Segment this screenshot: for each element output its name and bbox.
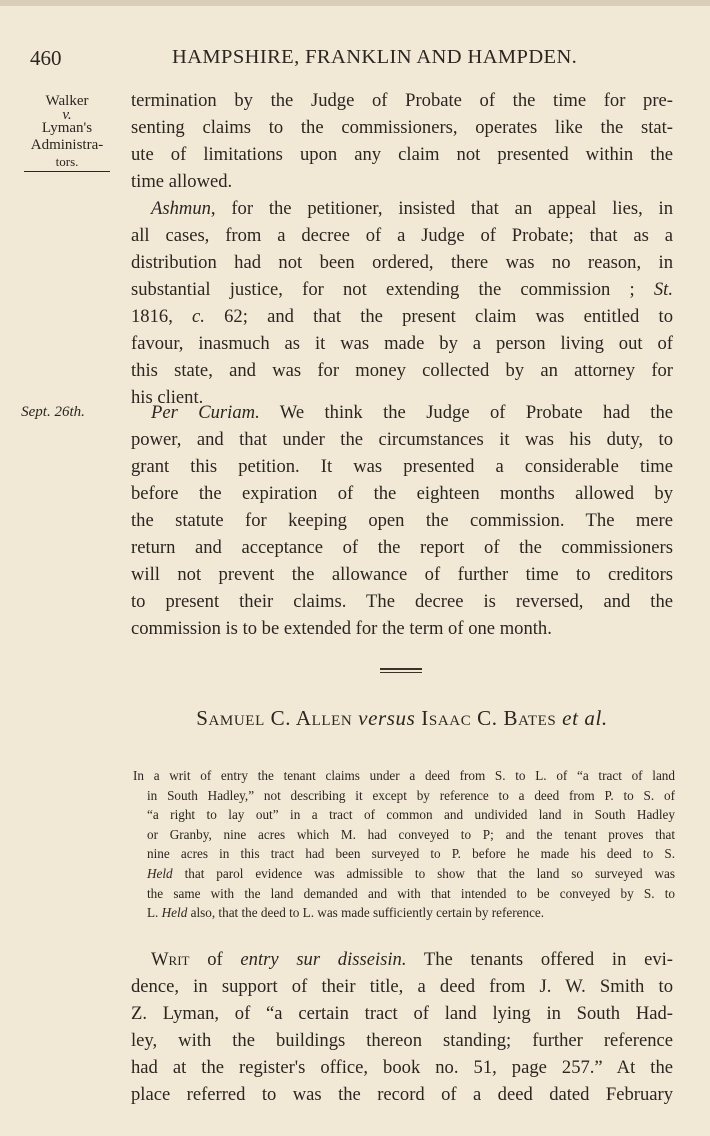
text-segment: power, and that under the circumstances it was his duty, to	[131, 429, 673, 450]
text-line	[131, 534, 673, 561]
text-segment: place referred to was the record of a deed dated February	[131, 1084, 673, 1105]
text-line	[131, 1054, 673, 1081]
text-segment: We think the Judge of Probate had the	[259, 402, 673, 423]
text-line	[131, 222, 673, 249]
margin-line: Administra-	[30, 137, 104, 153]
page-edge	[0, 0, 710, 6]
text-segment: Held	[161, 905, 188, 921]
text-line	[131, 357, 673, 384]
page-number: 460	[30, 46, 62, 70]
case-plaintiff: Samuel C. Allen	[196, 706, 353, 730]
text-line	[131, 480, 673, 507]
text-segment: also, that the deed to L. was made sufficiently certain by reference.	[187, 905, 545, 921]
text-line	[131, 399, 673, 426]
text-segment: his client.	[131, 387, 204, 408]
text-segment: “a right to lay out” in a tract of common and undivided land in South Hadley	[147, 807, 675, 823]
text-segment: before the expiration of the eighteen months allowed by	[131, 483, 673, 504]
section-divider	[380, 668, 422, 675]
running-title: HAMPSHIRE, FRANKLIN AND HAMPDEN.	[172, 46, 578, 68]
text-segment: Writ	[151, 949, 190, 970]
text-segment: to present their claims. The decree is reversed, and the	[131, 591, 673, 612]
paragraph-continuation	[131, 87, 673, 195]
margin-line: Lyman's	[41, 120, 93, 136]
text-segment: grant this petition. It was presented a considerable time	[131, 456, 673, 477]
text-segment: ute of limitations upon any claim not presented within the	[131, 144, 673, 165]
text-segment: the statute for keeping open the commission. The mere	[131, 510, 673, 531]
text-line	[131, 168, 673, 195]
text-segment: this state, and was for money collected by an attorney for	[131, 360, 673, 381]
paragraph-ashmun-argument	[131, 195, 673, 411]
text-line	[131, 946, 673, 973]
text-segment: all cases, from a decree of a Judge of Probate; that as a	[131, 225, 673, 246]
text-line	[131, 330, 673, 357]
text-line	[133, 805, 675, 825]
margin-rule	[24, 171, 110, 172]
text-line	[131, 87, 673, 114]
case-et-al: et al.	[562, 706, 608, 730]
text-segment: Z. Lyman, of “a certain tract of land lying in South Had-	[131, 1003, 673, 1024]
text-segment: ley, with the buildings thereon standing; further reference	[131, 1030, 673, 1051]
text-line	[131, 507, 673, 534]
text-segment: L.	[147, 905, 162, 921]
case-title	[131, 706, 673, 731]
text-segment: dence, in support of their title, a deed from J. W. Smith to	[131, 976, 673, 997]
text-segment: , for the petitioner, insisted that an appeal lies, in	[210, 198, 673, 219]
paragraph-writ	[131, 946, 673, 1108]
text-segment: 1816,	[131, 306, 193, 327]
text-line	[131, 615, 673, 642]
text-line	[131, 973, 673, 1000]
text-line	[131, 561, 673, 588]
text-line	[133, 825, 675, 845]
text-line	[131, 303, 673, 330]
text-line	[131, 453, 673, 480]
text-segment: 62; and that the present claim was entitled to	[204, 306, 673, 327]
text-line	[133, 844, 675, 864]
text-segment: senting claims to the commissioners, operates like the stat-	[131, 117, 673, 138]
text-line	[133, 786, 675, 806]
text-segment: time allowed.	[131, 171, 233, 192]
text-segment: Held	[147, 865, 173, 881]
text-line	[131, 276, 673, 303]
text-segment: will not prevent the allowance of further time to creditors	[131, 564, 673, 585]
margin-note-case-name	[14, 94, 120, 172]
case-defendant: Isaac C. Bates	[421, 706, 557, 730]
text-segment: return and acceptance of the report of the commissioners	[131, 537, 673, 558]
text-line	[131, 1027, 673, 1054]
text-segment: St.	[653, 279, 673, 300]
text-segment: The tenants offered in evi-	[406, 949, 673, 970]
text-line	[133, 903, 675, 923]
margin-line: tors.	[55, 154, 79, 169]
text-line	[133, 884, 675, 904]
paragraph-per-curiam	[131, 399, 673, 642]
text-line	[131, 249, 673, 276]
text-segment: Ashmun	[151, 198, 211, 219]
headnote	[133, 766, 675, 923]
text-segment: entry sur disseisin.	[240, 949, 407, 970]
text-line	[131, 1000, 673, 1027]
text-segment: favour, inasmuch as it was made by a person living out of	[131, 333, 673, 354]
text-segment: in South Hadley,” not describing it except by reference to a deed from P. to S. of	[147, 787, 675, 803]
margin-line: v.	[62, 107, 72, 123]
text-segment: or Granby, nine acres which M. had conveyed to P; and the tenant proves that	[147, 826, 675, 842]
text-segment: the same with the land demanded and with that intended to be conveyed by S. to	[147, 885, 675, 901]
text-segment: In a writ of entry the tenant claims under a deed from S. to L. of “a tract of land	[133, 768, 675, 783]
text-line	[131, 195, 673, 222]
text-segment: of	[189, 949, 241, 970]
case-versus: versus	[358, 706, 416, 730]
margin-note-date: Sept. 26th.	[21, 404, 85, 420]
text-line	[131, 114, 673, 141]
text-line	[131, 588, 673, 615]
margin-line: Walker	[45, 93, 89, 109]
text-line	[133, 864, 675, 884]
text-segment: nine acres in this tract had been surveyed to P. before he made his deed to S.	[147, 846, 675, 862]
text-line	[133, 766, 675, 786]
text-line	[131, 1081, 673, 1108]
text-segment: distribution had not been ordered, there was no reason, in	[131, 252, 673, 273]
text-line	[131, 426, 673, 453]
text-segment: that parol evidence was admissible to show that the land so surveyed was	[172, 865, 675, 881]
text-line	[131, 141, 673, 168]
text-segment: Per Curiam.	[151, 402, 260, 423]
text-segment: termination by the Judge of Probate of the time for pre-	[131, 90, 673, 111]
text-segment: commission is to be extended for the term of one month.	[131, 618, 552, 639]
text-segment: had at the register's office, book no. 51, page 257.” At the	[131, 1057, 673, 1078]
text-segment: substantial justice, for not extending the commission ;	[131, 279, 654, 300]
text-segment: c.	[192, 306, 205, 327]
